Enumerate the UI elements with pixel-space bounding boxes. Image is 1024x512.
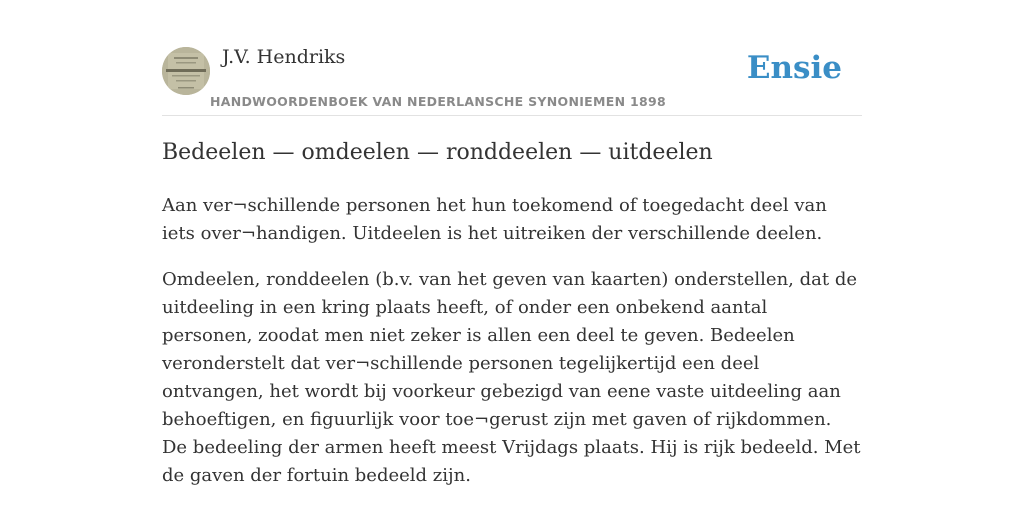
body-paragraph: Omdeelen, ronddeelen (b.v. van het geven van kaarten) onderstellen, dat de uitdeeling in een kring plaats heeft, of onder een onbekend aantal personen, zoodat men niet zeker is allen een deel te geven. Bedeelen veronderstelt dat ver¬schillende personen tegelijkertijd een deel ontvangen, het wordt bij voorkeur gebezigd van eene vaste uitdeeling aan behoeftigen, en figuurlijk voor toe¬gerust zijn met gaven of rijkdommen. De bedeeling der armen heeft meest Vrijdags plaats. Hij is rijk bedeeld. Met de gaven der fortuin bedeeld zijn. bbox=[162, 269, 861, 486]
source-title: HANDWOORDENBOEK VAN NEDERLANSCHE SYNONIEMEN 1898 bbox=[210, 94, 667, 109]
entry-header bbox=[162, 0, 862, 116]
entry-page bbox=[162, 0, 862, 486]
body-paragraph: Aan ver¬schillende personen het hun toekomend of toegedacht deel van iets over¬handigen. Uitdeelen is het uitreiken der verschillende deelen. bbox=[162, 195, 827, 244]
book-cover-icon[interactable] bbox=[162, 47, 210, 95]
brand-logo[interactable]: Ensie bbox=[746, 50, 842, 86]
entry-body bbox=[162, 192, 862, 508]
entry-title: Bedeelen — omdeelen — ronddeelen — uitdeelen bbox=[162, 140, 713, 165]
author-name[interactable]: J.V. Hendriks bbox=[222, 46, 346, 68]
